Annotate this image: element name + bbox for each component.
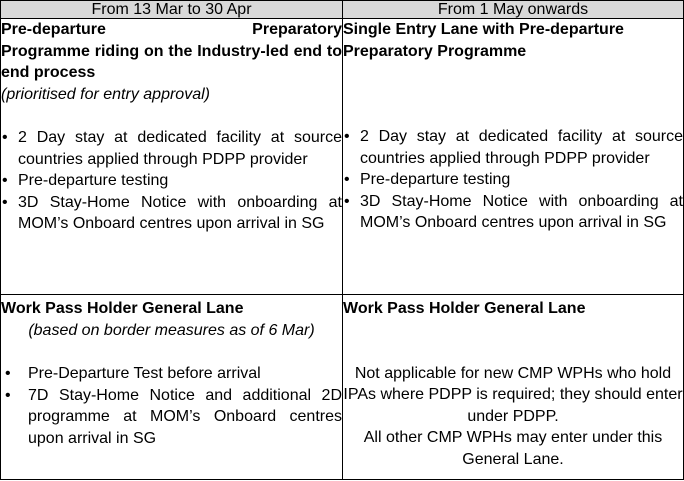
- bullet-list: [1, 363, 342, 449]
- table-header-row: [1, 1, 684, 19]
- bullet-list: [1, 127, 342, 235]
- list-item: • 3D Stay-Home Notice with onboarding at MOM’s Onboard centres upon arrival in SG: [1, 192, 342, 235]
- table-row-pdpp: [1, 19, 684, 295]
- list-item: • 2 Day stay at dedicated facility at source countries applied through PDPP provider: [343, 126, 683, 169]
- table-row-general-lane: [1, 295, 684, 480]
- cell-title: Work Pass Holder General Lane: [343, 300, 586, 317]
- cell-pdpp-period1: [1, 19, 343, 295]
- title-word-1: Pre-departure: [1, 21, 106, 38]
- title-word-2: Preparatory: [252, 21, 342, 38]
- list-item: • Pre-departure testing: [1, 170, 342, 192]
- cell-title: Work Pass Holder General Lane: [1, 300, 244, 317]
- cell-subtitle: (prioritised for entry approval): [1, 85, 210, 103]
- title-first-line: [1, 19, 342, 41]
- list-item: • 3D Stay-Home Notice with onboarding at MOM’s Onboard centres upon arrival in SG: [343, 191, 683, 234]
- cell-subtitle: (based on border measures as of 6 Mar): [28, 321, 315, 339]
- header-col-1: From 13 Mar to 30 Apr: [1, 1, 343, 19]
- cell-general-period2: [343, 295, 684, 480]
- header-col-2: From 1 May onwards: [343, 1, 684, 19]
- cell-title: [1, 19, 342, 84]
- cell-pdpp-period2: [343, 19, 684, 295]
- list-item: • Pre-Departure Test before arrival: [1, 363, 342, 385]
- list-item: • 2 Day stay at dedicated facility at source countries applied through PDPP provider: [1, 127, 342, 170]
- cell-paragraph: All other CMP WPHs may enter under this General Lane.: [363, 429, 663, 468]
- list-item: • Pre-departure testing: [343, 169, 683, 191]
- cell-title: Single Entry Lane with Pre-departure Preparatory Programme: [343, 21, 624, 60]
- bullet-list: [343, 126, 683, 234]
- title-rest: Programme riding on the Industry-led end to end process: [1, 42, 342, 81]
- list-item: • 7D Stay-Home Notice and additional 2D programme at MOM’s Onboard centres upon arrival in SG: [1, 385, 342, 450]
- cell-general-period1: [1, 295, 343, 480]
- cell-paragraph: Not applicable for new CMP WPHs who hold IPAs where PDPP is required; they should enter under PDPP.: [343, 364, 683, 425]
